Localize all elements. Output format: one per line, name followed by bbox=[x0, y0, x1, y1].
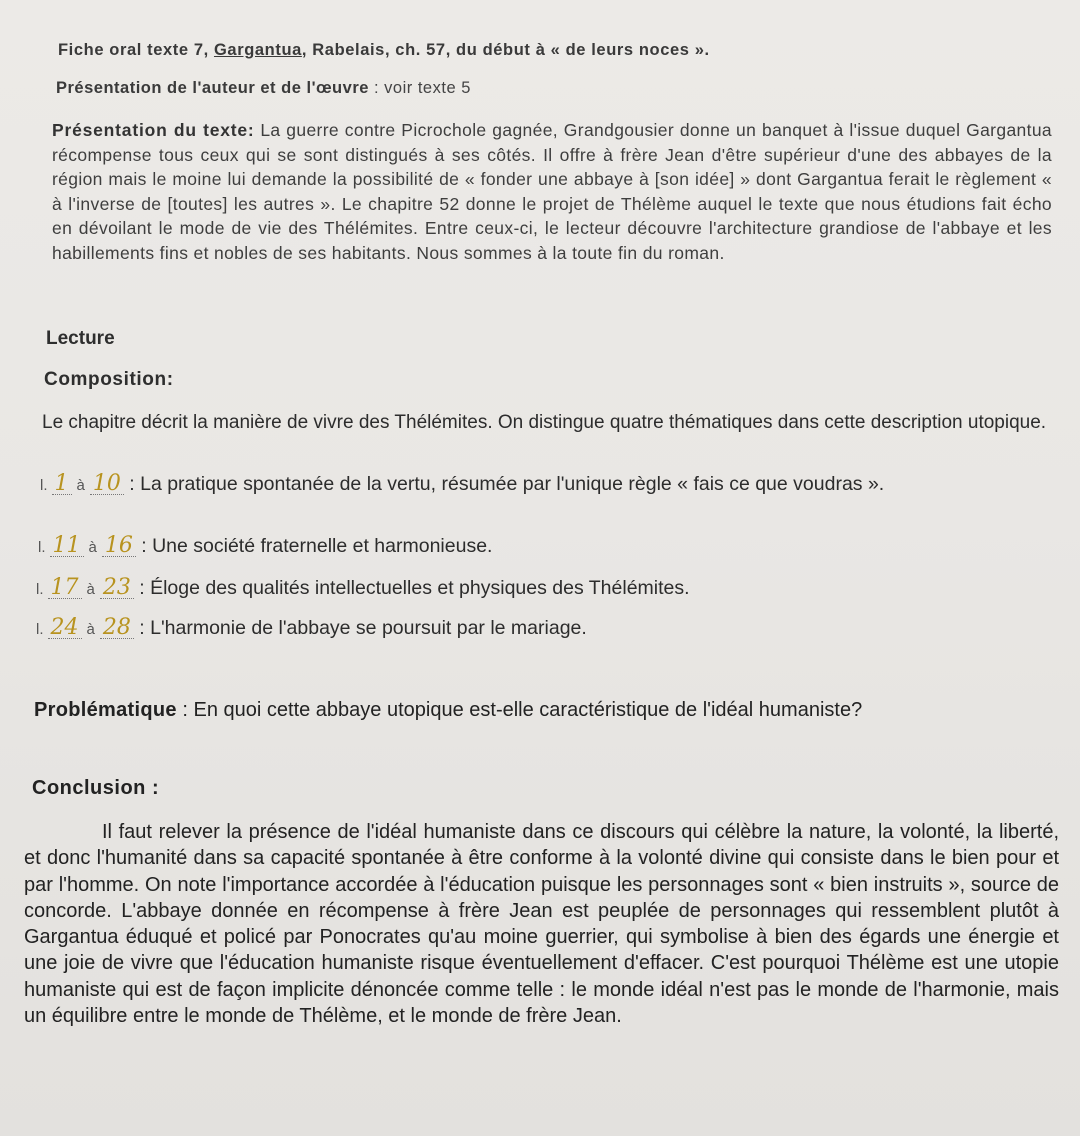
handwritten-line-start: 24 bbox=[48, 618, 82, 639]
author-presentation-label: Présentation de l'auteur et de l'œuvre bbox=[56, 79, 369, 97]
lecture-heading: Lecture bbox=[46, 328, 115, 349]
theme-text: : La pratique spontanée de la vertu, résumée par l'unique règle « fais ce que voudras ». bbox=[123, 473, 885, 495]
book-title: Gargantua bbox=[213, 41, 302, 59]
problematique-text: : En quoi cette abbaye utopique est-elle caractéristique de l'idéal humaniste? bbox=[176, 699, 863, 721]
theme-item bbox=[40, 472, 1055, 498]
theme-text: : Éloge des qualités intellectuelles et physiques des Thélémites. bbox=[133, 577, 690, 599]
author-presentation-line bbox=[56, 80, 471, 97]
theme-item bbox=[38, 533, 493, 558]
range-separator: à bbox=[76, 477, 85, 494]
document-title bbox=[58, 42, 710, 59]
title-suffix: , Rabelais, ch. 57, du début à « de leurs noces ». bbox=[301, 41, 710, 59]
theme-item bbox=[36, 575, 690, 600]
handwritten-line-end: 10 bbox=[90, 474, 124, 495]
handwritten-line-start: 1 bbox=[52, 474, 72, 495]
line-prefix: l. bbox=[36, 581, 44, 598]
handwritten-line-end: 28 bbox=[100, 618, 134, 639]
conclusion-paragraph: Il faut relever la présence de l'idéal humaniste dans ce discours qui célèbre la nature, la volonté, la liberté, et donc l'humanité dans sa capacité spontanée à être conforme à la volonté divine qui consiste dans le bien pour et par l'homme. On note l'importance accordée à l'éducation puisque les personnages sont « bien instruits », source de concorde. L'abbaye donnée en récompense à frère Jean est peuplée de personnages qui ressemblent plutôt à Gargantua éduqué et policé par Ponocrates qu'au moine guerrier, qui symbolise à bien des égards une énergie et une joie de vivre que l'éducation humaniste risque éventuellement d'effacer. C'est pourquoi Thélème est une utopie humaniste qui est de façon implicite dénoncée comme telle : le monde idéal n'est pas le monde de l'harmonie, mais un équilibre entre le monde de Thélème, et le monde de frère Jean. bbox=[24, 821, 1059, 1028]
author-presentation-value: : voir texte 5 bbox=[368, 79, 471, 97]
theme-item bbox=[36, 615, 587, 640]
composition-heading: Composition: bbox=[44, 369, 174, 390]
text-presentation-label: Présentation du texte: bbox=[52, 120, 255, 140]
line-prefix: l. bbox=[40, 477, 48, 494]
title-prefix: Fiche oral texte 7, bbox=[58, 41, 214, 59]
theme-text: : Une société fraternelle et harmonieuse. bbox=[135, 535, 493, 557]
handwritten-line-start: 11 bbox=[50, 536, 84, 557]
problematique-line bbox=[34, 700, 862, 720]
handwritten-line-end: 23 bbox=[100, 578, 134, 599]
problematique-label: Problématique bbox=[34, 699, 177, 721]
text-presentation-paragraph bbox=[52, 118, 1052, 265]
text-presentation-body: La guerre contre Picrochole gagnée, Grandgousier donne un banquet à l'issue duquel Gargantua récompense tous ceux qui se sont distingués à ses côtés. Il offre à frère Jean d'être supérieur d'une des abbayes de la région mais le moine lui demande la possibilité de « fonder une abbaye à [son idée] » dont Gargantua ferait le règlement « à l'inverse de [toutes] les autres ». Le chapitre 52 donne le projet de Thélème auquel le texte que nous étudions fait écho en dévoilant le mode de vie des Thélémites. Entre ceux-ci, le lecteur découvre l'architecture grandiose de l'abbaye et les habillements fins et nobles de ses habitants. Nous sommes à la toute fin du roman. bbox=[52, 120, 1052, 263]
range-separator: à bbox=[88, 539, 97, 556]
range-separator: à bbox=[86, 581, 95, 598]
handwritten-line-end: 16 bbox=[102, 536, 136, 557]
theme-text: : L'harmonie de l'abbaye se poursuit par le mariage. bbox=[133, 617, 587, 639]
range-separator: à bbox=[86, 621, 95, 638]
handwritten-line-start: 17 bbox=[48, 578, 82, 599]
conclusion-heading: Conclusion : bbox=[32, 777, 160, 799]
line-prefix: l. bbox=[38, 539, 46, 556]
line-prefix: l. bbox=[36, 621, 44, 638]
composition-intro: Le chapitre décrit la manière de vivre des Thélémites. On distingue quatre thématiques dans cette description utopique. bbox=[42, 412, 1047, 433]
